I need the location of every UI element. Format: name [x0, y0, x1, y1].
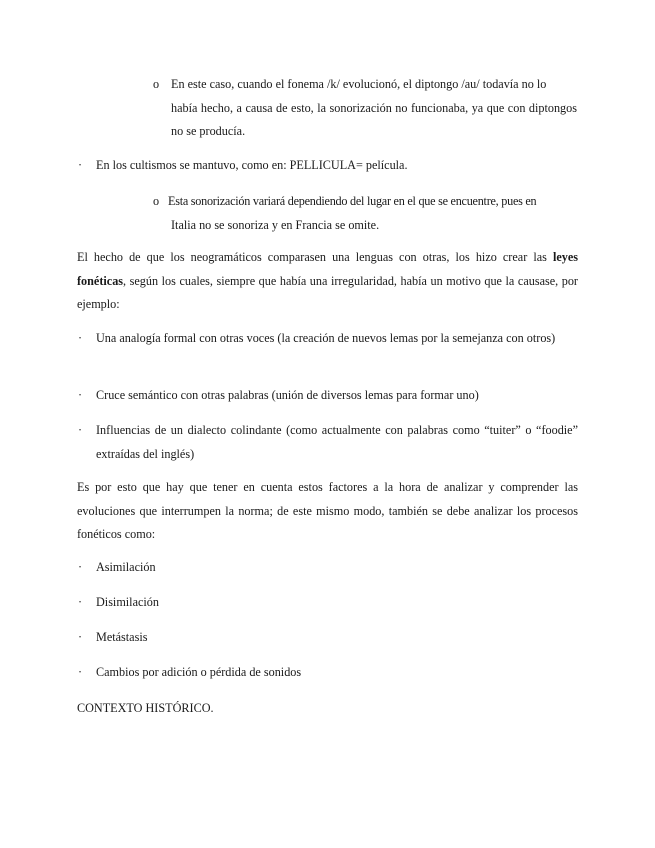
list-item [0, 626, 655, 650]
list-item [0, 154, 655, 178]
list-item [0, 591, 655, 615]
paragraph-text: El hecho de que los neogramáticos comparasen una lenguas con otras, los hizo crear las [77, 250, 553, 264]
list-item-text: Disimilación [96, 595, 159, 609]
bullet: · [78, 630, 83, 644]
bullet: · [78, 595, 83, 609]
list-item [0, 661, 655, 685]
list-item-text: En los cultismos se mantuvo, como en: PELLICULA= película. [96, 158, 408, 172]
sub-bullet: o [153, 77, 160, 91]
list-item [0, 384, 655, 408]
list-item [0, 327, 655, 375]
sub-list-item [0, 73, 655, 145]
paragraph [77, 246, 578, 317]
list-item-text: Asimilación [96, 560, 156, 574]
list-item-text: Cruce semántico con otras palabras (unión de diversos lemas para formar uno) [96, 388, 479, 402]
list-item-text: Metástasis [96, 630, 148, 644]
list-item-text: Una analogía formal con otras voces (la creación de nuevos lemas por la semejanza con otros) [96, 331, 556, 345]
bullet: · [78, 388, 83, 402]
bullet: · [78, 665, 83, 679]
list-item-text: Influencias de un dialecto colindante (como actualmente con palabras como “tuiter” o “foodie” extraídas del inglés) [96, 423, 578, 461]
list-item-text: Cambios por adición o pérdida de sonidos [96, 665, 302, 679]
bullet: · [78, 560, 83, 574]
section-heading: CONTEXTO HISTÓRICO. [77, 701, 214, 715]
sub-item-text: había hecho, a causa de esto, la sonorización no funcionaba, ya que con diptongos no se producía. [171, 100, 577, 138]
sub-item-first-line: En este caso, cuando el fonema /k/ evolucionó, el diptongo /au/ todavía no lo [171, 77, 547, 91]
sub-item-first-line: Esta sonorización variará dependiendo del lugar en el que se encuentre, pues en [168, 194, 537, 208]
sub-list-item [0, 190, 655, 238]
paragraph: Es por esto que hay que tener en cuenta estos factores a la hora de analizar y comprender las evoluciones que interrumpen la norma; de este mismo modo, también se debe analizar los procesos fonéticos como: [77, 480, 578, 541]
bullet: · [78, 331, 83, 345]
bullet: · [78, 158, 83, 172]
paragraph-text: , según los cuales, siempre que había una irregularidad, había un motivo que la causase, por ejemplo: [77, 273, 578, 311]
list-item [0, 419, 655, 467]
bullet: · [78, 423, 83, 437]
list-item [0, 556, 655, 580]
sub-bullet: o [153, 194, 160, 208]
bold-term: leyes fonéticas [77, 250, 578, 288]
sub-item-text: Italia no se sonoriza y en Francia se omite. [171, 217, 380, 232]
